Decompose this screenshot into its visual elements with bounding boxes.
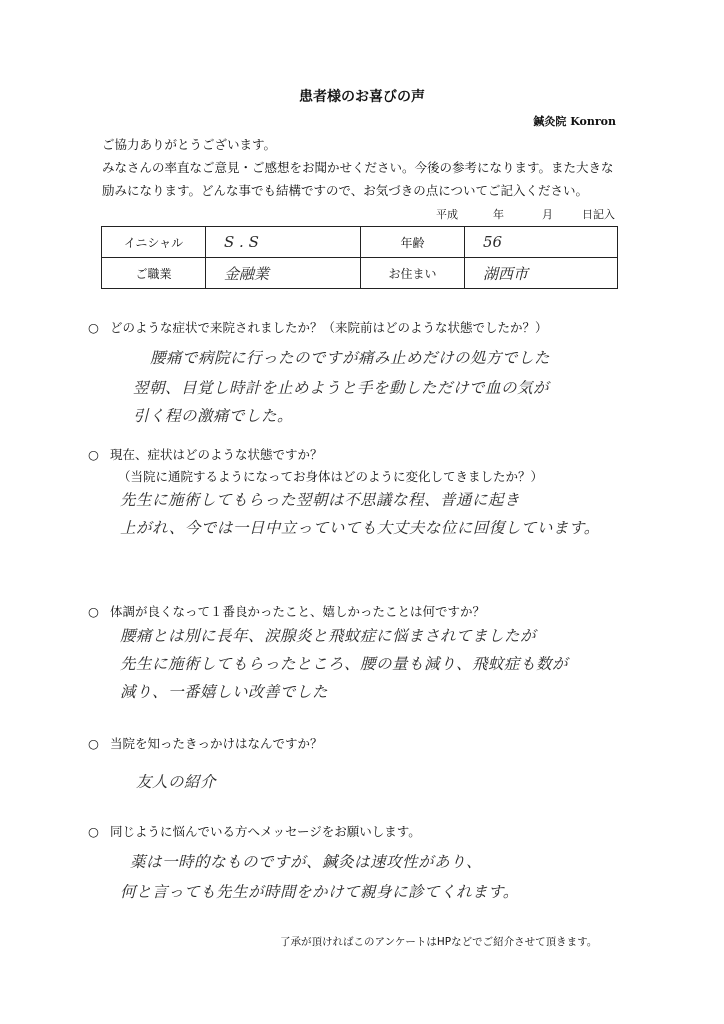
initial-value: S . S <box>206 227 361 258</box>
question-4 <box>88 734 323 752</box>
intro-line-2: みなさんの率直なご意見・ご感想をお聞かせください。今後の参考になります。また大きな <box>102 160 614 175</box>
job-label: ご職業 <box>102 258 206 289</box>
answer-4-line-1: 友人の紹介 <box>136 773 217 791</box>
answer-2-line-2: 上がれ、今では一日中立っていても大丈夫な位に回復しています。 <box>120 519 600 537</box>
question-2-text: 現在、症状はどのような状態ですか？ <box>110 447 323 462</box>
bullet-icon: ○ <box>88 604 99 619</box>
initial-label: イニシャル <box>102 227 206 258</box>
intro-line-1: ご協力ありがとうございます。 <box>102 137 277 152</box>
age-value: 56 <box>465 227 618 258</box>
table-row <box>102 258 618 289</box>
answer-1-line-3: 引く程の激痛でした。 <box>133 407 294 425</box>
question-4-text: 当院を知ったきっかけはなんですか？ <box>110 736 323 751</box>
question-2-sub: （当院に通院するようになってお身体はどのように変化してきましたか？） <box>118 469 544 484</box>
answer-5-line-2: 何と言っても先生が時間をかけて親身に診てくれます。 <box>120 883 519 901</box>
intro-line-3: 励みになります。どんな事でも結構ですので、お気づきの点についてご記入ください。 <box>102 183 589 198</box>
bullet-icon: ○ <box>88 736 99 751</box>
question-1-text: どのような症状で来院されましたか？（来院前はどのような状態でしたか？） <box>110 320 548 335</box>
info-table <box>101 226 618 289</box>
question-3-text: 体調が良くなって１番良かったこと、嬉しかったことは何ですか？ <box>110 604 486 619</box>
page-title: 患者様のお喜びの声 <box>299 89 425 105</box>
answer-3-line-3: 減り、一番嬉しい改善でした <box>120 683 329 701</box>
answer-1-line-1: 腰痛で病院に行ったのですが痛み止めだけの処方でした <box>150 349 551 367</box>
question-5 <box>88 822 421 840</box>
question-2 <box>88 445 323 463</box>
intro-text <box>102 133 642 202</box>
question-5-text: 同じように悩んでいる方へメッセージをお願いします。 <box>110 824 421 839</box>
question-1 <box>88 318 548 336</box>
date-month: 月 <box>542 208 553 221</box>
question-3 <box>88 602 485 620</box>
date-day: 日記入 <box>582 208 615 221</box>
answer-3-line-2: 先生に施術してもらったところ、腰の量も減り、飛蚊症も数が <box>120 655 569 673</box>
bullet-icon: ○ <box>88 320 99 335</box>
address-label: お住まい <box>361 258 465 289</box>
date-year: 年 <box>493 208 504 221</box>
clinic-name: 鍼灸院 Konron <box>533 115 616 128</box>
answer-3-line-1: 腰痛とは別に長年、涙腺炎と飛蚊症に悩まされてましたが <box>120 627 537 645</box>
date-era: 平成 <box>436 208 458 221</box>
answer-1-line-2: 翌朝、目覚し時計を止めようと手を動しただけで血の気が <box>133 379 550 397</box>
job-value: 金融業 <box>206 258 361 289</box>
answer-5-line-1: 薬は一時的なものですが、鍼灸は速攻性があり、 <box>130 853 483 871</box>
address-value: 湖西市 <box>465 258 618 289</box>
answer-2-line-1: 先生に施術してもらった翌朝は不思議な程、普通に起き <box>120 491 521 509</box>
table-row <box>102 227 618 258</box>
bullet-icon: ○ <box>88 447 99 462</box>
bullet-icon: ○ <box>88 824 99 839</box>
footer-note: 了承が頂ければこのアンケートはHPなどでご紹介させて頂きます。 <box>280 936 598 948</box>
age-label: 年齢 <box>361 227 465 258</box>
